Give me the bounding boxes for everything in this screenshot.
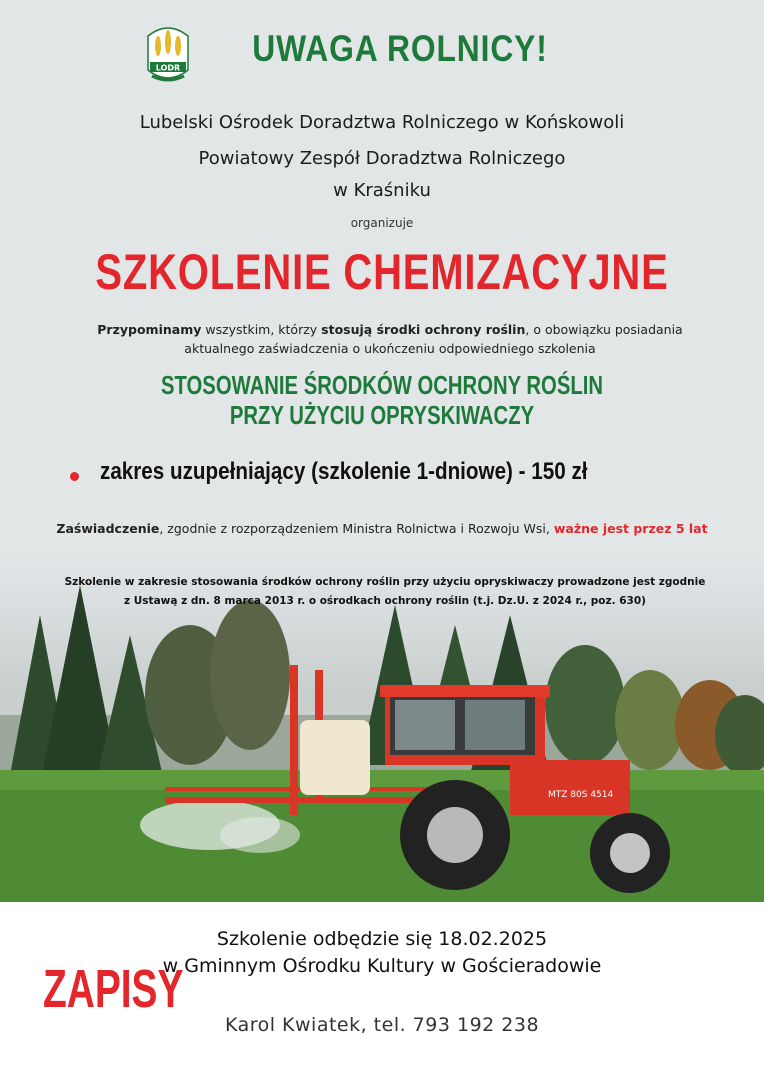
tractor-label: MTZ 80S 4514 — [548, 790, 614, 800]
bullet-icon — [70, 472, 79, 481]
organizer-name: Lubelski Ośrodek Doradztwa Rolniczego w Końskowoli — [139, 112, 625, 133]
reminder-text — [90, 320, 690, 358]
organizer-team: Powiatowy Zespół Doradztwa Rolniczego — [198, 148, 566, 169]
certificate-text: , zgodnie z rozporządzeniem Ministra Rolnictwa i Rozwoju Wsi, — [159, 521, 554, 536]
signup-label: ZAPISY — [43, 959, 184, 1019]
reminder-text-2: , o obowiązku posiadania aktualnego zaświadczenia o ukończeniu odpowiedniego szkolenia — [184, 322, 683, 356]
subtitle-line-1: STOSOWANIE ŚRODKÓW OCHRONY ROŚLIN — [160, 370, 604, 400]
certificate-validity: ważne jest przez 5 lat — [553, 521, 708, 536]
legal-line-2: z Ustawą z dn. 8 marca 2013 r. o ośrodkach ochrony roślin (t.j. Dz.U. z 2024 r., poz. 630) — [124, 595, 646, 607]
reminder-bold-2: stosują środki ochrony roślin — [321, 322, 526, 337]
headline: UWAGA ROLNICY! — [252, 28, 548, 69]
training-scope: zakres uzupełniający (szkolenie 1-dniowe) - 150 zł — [100, 458, 588, 485]
reminder-text-1: wszystkim, którzy — [201, 322, 322, 337]
legal-note — [60, 573, 710, 611]
event-place: w Gminnym Ośrodku Kultury w Gościeradowie — [162, 955, 602, 977]
organizer-location: w Kraśniku — [333, 180, 431, 201]
logo-text: LODR — [155, 63, 181, 73]
certificate-note — [0, 521, 764, 536]
subtitle-line-2: PRZY UŻYCIU OPRYSKIWACZY — [229, 400, 535, 430]
wheat-logo-icon — [140, 18, 196, 88]
legal-line-1: Szkolenie w zakresie stosowania środków ochrony roślin przy użyciu opryskiwaczy prowadzone jest zgodnie — [64, 576, 706, 588]
certificate-bold: Zaświadczenie — [56, 521, 160, 536]
organizes-label: organizuje — [350, 216, 414, 230]
training-title: SZKOLENIE CHEMIZACYJNE — [95, 244, 669, 300]
contact-info: Karol Kwiatek, tel. 793 192 238 — [224, 1014, 540, 1036]
event-date: Szkolenie odbędzie się 18.02.2025 — [216, 928, 548, 950]
reminder-bold-1: Przypominamy — [97, 322, 202, 337]
